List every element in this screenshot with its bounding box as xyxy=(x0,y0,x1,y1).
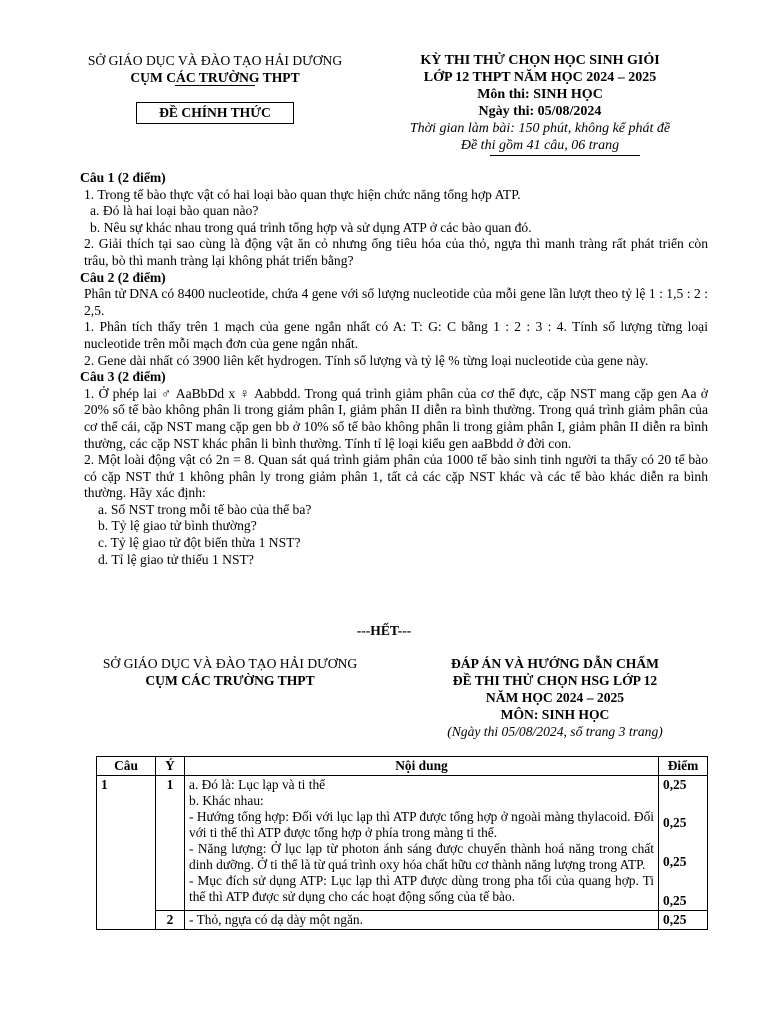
score-value: 0,25 xyxy=(663,854,687,869)
answer-header-left xyxy=(70,655,390,689)
table-header-row xyxy=(97,757,708,776)
question-3-part-2b: b. Tỷ lệ giao tử bình thường? xyxy=(98,518,257,534)
answer-line: - Năng lượng: Ở lục lạp từ photon ánh sáng được chuyển thành hoá năng trong chất dinh dưỡng. Ở ti thể là từ quá trình oxy hóa chất hữu cơ thành năng lượng trong ATP. xyxy=(189,841,654,872)
question-3-part-2d: d. Tỉ lệ giao tử thiếu 1 NST? xyxy=(98,551,254,567)
answer-department-name: SỞ GIÁO DỤC VÀ ĐÀO TẠO HẢI DƯƠNG xyxy=(102,656,358,671)
exam-page-count: Đề thi gồm 41 câu, 06 trang xyxy=(460,138,620,153)
answer-line: b. Khác nhau: xyxy=(189,793,264,808)
question-1-part-1a: a. Đó là hai loại bào quan nào? xyxy=(90,203,259,219)
question-1-title: Câu 1 (2 điểm) xyxy=(80,170,166,185)
answer-exam-name: ĐỀ THI THỬ CHỌN HSG LỚP 12 xyxy=(452,673,658,688)
column-header-noi-dung: Nội dung xyxy=(185,757,659,776)
school-cluster-name: CỤM CÁC TRƯỜNG THPT xyxy=(130,70,300,85)
question-1-part-1: 1. Trong tế bào thực vật có hai loại bào quan thực hiện chức năng tổng hợp ATP. xyxy=(84,186,521,202)
question-2-part-1: 1. Phân tích thấy trên 1 mạch của gene ngắn nhất có A: T: G: C bằng 1 : 2 : 3 : 4. Tính số lượng từng loại nucleotide trên mỗi mạch đơn của gene ngắn nhất. xyxy=(84,319,708,351)
official-exam-label: ĐỀ CHÍNH THỨC xyxy=(136,102,294,124)
cell-y: 1 xyxy=(156,776,185,911)
answer-date-pages: (Ngày thi 05/08/2024, số trang 3 trang) xyxy=(447,724,663,739)
cell-noi-dung xyxy=(185,776,659,911)
header-right-underline xyxy=(490,155,640,156)
table-row xyxy=(97,776,708,911)
answer-subject: MÔN: SINH HỌC xyxy=(500,707,610,722)
column-header-diem: Điểm xyxy=(659,757,708,776)
answer-line: - Mục đích sử dụng ATP: Lục lạp thì ATP được dùng trong pha tối của quang hợp. Ti thể thì ATP được sử dụng cho các hoạt động sống của tế bào. xyxy=(189,873,654,904)
exam-questions xyxy=(80,170,708,568)
score-value: 0,25 xyxy=(663,815,687,830)
exam-header-right xyxy=(380,52,700,154)
exam-header-left xyxy=(70,52,360,86)
question-2-part-2: 2. Gene dài nhất có 3900 liên kết hydrogen. Tính số lượng và tỷ lệ % từng loại nucleotide của gene này. xyxy=(84,352,649,368)
answer-line: a. Đó là: Lục lạp và ti thể xyxy=(189,777,326,792)
question-2-title: Câu 2 (2 điểm) xyxy=(80,269,166,285)
question-3-part-2a: a. Số NST trong mỗi tế bào của thể ba? xyxy=(98,501,312,517)
exam-grade-year: LỚP 12 THPT NĂM HỌC 2024 – 2025 xyxy=(423,70,657,85)
question-3-part-2c: c. Tỷ lệ giao tử đột biến thừa 1 NST? xyxy=(98,535,301,551)
cell-cau: 1 xyxy=(97,776,156,930)
question-3-title: Câu 3 (2 điểm) xyxy=(80,369,166,385)
answer-school-year: NĂM HỌC 2024 – 2025 xyxy=(485,690,625,705)
end-of-exam-mark: ---HẾT--- xyxy=(356,623,412,638)
exam-title: KỲ THI THỬ CHỌN HỌC SINH GIỎI xyxy=(420,53,660,68)
exam-duration: Thời gian làm bài: 150 phút, không kể phát đề xyxy=(409,121,671,136)
score-value: 0,25 xyxy=(663,893,687,908)
header-underline xyxy=(175,85,255,86)
question-3-part-2: 2. Một loài động vật có 2n = 8. Quan sát quá trình giảm phân của 1000 tế bào sinh tinh người ta thấy có 20 tế bào có cặp NST thứ 1 không phân ly trong giảm phân 1, tất cả các cặp NST khác và các tế bào khác diễn ra bình thường. Hãy xác định: xyxy=(84,452,708,501)
score-value: 0,25 xyxy=(663,777,687,792)
exam-date: Ngày thi: 05/08/2024 xyxy=(478,104,602,119)
answer-school-cluster: CỤM CÁC TRƯỜNG THPT xyxy=(145,673,315,688)
column-header-y: Ý xyxy=(156,757,185,776)
question-2-intro: Phân tử DNA có 8400 nucleotide, chứa 4 gene với số lượng nucleotide của mỗi gene lần lượt theo tỷ lệ 1 : 1,5 : 2 : 2,5. xyxy=(84,286,708,318)
cell-diem: 0,25 xyxy=(659,911,708,930)
cell-y: 2 xyxy=(156,911,185,930)
answer-table xyxy=(96,756,708,930)
question-1-part-2: 2. Giải thích tại sao cùng là động vật ăn cỏ nhưng ống tiêu hóa của thỏ, ngựa thì manh tràng rất phát triển còn trâu, bò thì manh tràng lại không phát triển bằng? xyxy=(84,236,708,268)
question-1-part-1b: b. Nêu sự khác nhau trong quá trình tổng hợp và sử dụng ATP ở các bào quan đó. xyxy=(90,219,532,235)
cell-noi-dung: - Thỏ, ngựa có dạ dày một ngăn. xyxy=(185,911,659,930)
answer-line: - Hướng tổng hợp: Đối với lục lạp thì ATP được tổng hợp ở ngoài màng thylacoid. Đối với ti thể thì ATP được tổng hợp ở phía trong màng ti thể. xyxy=(189,809,654,840)
question-3-part-1: 1. Ở phép lai ♂ AaBbDd x ♀ Aabbdd. Trong quá trình giảm phân của cơ thể đực, cặp NST mang cặp gen Aa ở 20% số tế bào không phân li trong giảm phân I, giảm phân II diễn ra bình thường. Trong quá trình giảm phân của cơ thể cái, cặp NST mang cặp gen bb ở 10% số tế bào không phân li trong giảm phân I, giảm phân II diễn ra bình thường, các cặp NST khác phân li bình thường. Tính tỉ lệ loại kiểu gen aaBbdd ở đời con. xyxy=(84,385,708,451)
column-header-cau: Câu xyxy=(97,757,156,776)
cell-diem xyxy=(659,776,708,911)
exam-subject: Môn thi: SINH HỌC xyxy=(477,87,603,102)
department-name: SỞ GIÁO DỤC VÀ ĐÀO TẠO HẢI DƯƠNG xyxy=(87,53,343,68)
answer-header-right xyxy=(390,655,720,740)
table-row xyxy=(97,911,708,930)
answer-title: ĐÁP ÁN VÀ HƯỚNG DẪN CHẤM xyxy=(450,656,660,671)
